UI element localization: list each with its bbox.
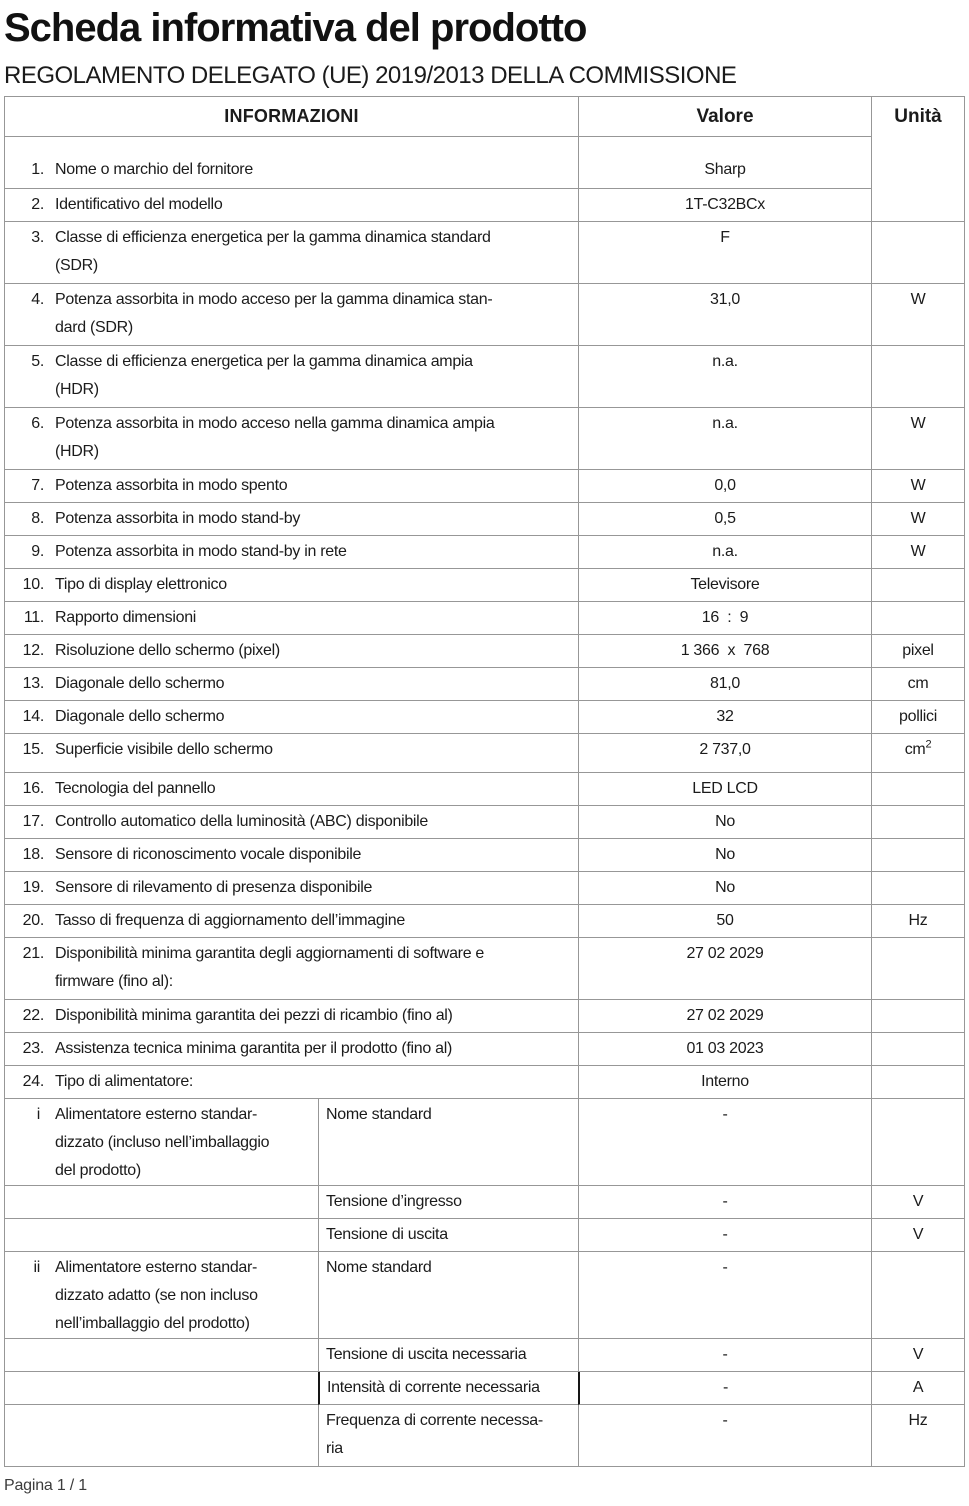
row-sub-label: Nome standard xyxy=(318,1252,578,1339)
row-value: 0,5 xyxy=(578,503,871,536)
row-number xyxy=(5,1219,51,1252)
row-label: Tasso di frequenza di aggiornamento dell’immagine xyxy=(51,905,578,938)
row-label: Assistenza tecnica minima garantita per il prodotto (fino al) xyxy=(51,1033,578,1066)
row-number: 16. xyxy=(5,773,51,806)
row-label: Tipo di display elettronico xyxy=(51,569,578,602)
row-unit: pollici xyxy=(871,701,964,734)
row-unit xyxy=(871,773,964,806)
row-label: Rapporto dimensioni xyxy=(51,602,578,635)
row-unit: A xyxy=(871,1372,964,1405)
row-value: 50 xyxy=(578,905,871,938)
table-row xyxy=(5,503,964,536)
row-unit: pixel xyxy=(871,635,964,668)
row-unit xyxy=(871,189,964,222)
row-value: 1T-C32BCx xyxy=(578,189,871,222)
row-value: n.a. xyxy=(578,346,871,408)
row-value: 27 02 2029 xyxy=(578,1000,871,1033)
row-number xyxy=(5,1372,51,1405)
row-label: Diagonale dello schermo xyxy=(51,701,578,734)
table-row xyxy=(5,938,964,1000)
row-value: - xyxy=(578,1405,871,1467)
page-title: Scheda informativa del prodotto xyxy=(4,6,587,50)
row-label: Diagonale dello schermo xyxy=(51,668,578,701)
row-number: 1. xyxy=(5,137,51,189)
row-number: 7. xyxy=(5,470,51,503)
table-row xyxy=(5,839,964,872)
row-unit: W xyxy=(871,503,964,536)
row-value: Sharp xyxy=(578,137,871,189)
row-number: 24. xyxy=(5,1066,51,1099)
row-number: ii xyxy=(5,1252,51,1339)
table-row xyxy=(5,1339,964,1372)
row-unit xyxy=(871,806,964,839)
row-value: No xyxy=(578,872,871,905)
table-row xyxy=(5,806,964,839)
row-value: n.a. xyxy=(578,536,871,569)
row-value: - xyxy=(578,1339,871,1372)
row-unit: Hz xyxy=(871,905,964,938)
row-unit xyxy=(871,1099,964,1186)
row-label: Classe di efficienza energetica per la gamma dinamica ampia (HDR) xyxy=(51,346,578,408)
table-row xyxy=(5,189,964,222)
row-sub-label: Tensione di uscita xyxy=(318,1219,578,1252)
row-number: 23. xyxy=(5,1033,51,1066)
row-number: 9. xyxy=(5,536,51,569)
row-unit: W xyxy=(871,408,964,470)
row-number: 13. xyxy=(5,668,51,701)
row-label: Sensore di rilevamento di presenza disponibile xyxy=(51,872,578,905)
row-number: 4. xyxy=(5,284,51,346)
row-label: Potenza assorbita in modo stand-by xyxy=(51,503,578,536)
row-unit: V xyxy=(871,1186,964,1219)
row-unit xyxy=(871,839,964,872)
row-number: 21. xyxy=(5,938,51,1000)
row-number: i xyxy=(5,1099,51,1186)
column-header-unita: Unità xyxy=(871,97,964,137)
row-value: No xyxy=(578,806,871,839)
table-row xyxy=(5,734,964,773)
row-number: 12. xyxy=(5,635,51,668)
column-header-valore: Valore xyxy=(578,97,871,137)
table-row xyxy=(5,1033,964,1066)
row-value: Televisore xyxy=(578,569,871,602)
row-unit xyxy=(871,1000,964,1033)
row-value: - xyxy=(578,1186,871,1219)
row-unit xyxy=(871,222,964,284)
row-value: - xyxy=(578,1219,871,1252)
row-unit xyxy=(871,602,964,635)
info-table xyxy=(4,96,965,1467)
table-row xyxy=(5,635,964,668)
row-label xyxy=(51,1186,318,1219)
row-unit xyxy=(871,346,964,408)
row-value: 0,0 xyxy=(578,470,871,503)
table-row xyxy=(5,284,964,346)
page-number: Pagina 1 / 1 xyxy=(4,1477,87,1494)
row-unit xyxy=(871,137,964,189)
row-value: 1 366 x 768 xyxy=(578,635,871,668)
row-unit xyxy=(871,1033,964,1066)
page-subtitle: REGOLAMENTO DELEGATO (UE) 2019/2013 DELLA COMMISSIONE xyxy=(4,62,737,89)
row-number: 15. xyxy=(5,734,51,773)
row-label xyxy=(51,1339,318,1372)
row-number: 5. xyxy=(5,346,51,408)
row-sub-label: Tensione d’ingresso xyxy=(318,1186,578,1219)
row-number: 20. xyxy=(5,905,51,938)
row-sub-label: Tensione di uscita necessaria xyxy=(318,1339,578,1372)
table-row xyxy=(5,346,964,408)
row-label: Tecnologia del pannello xyxy=(51,773,578,806)
row-unit xyxy=(871,1066,964,1099)
table-body xyxy=(5,137,964,1467)
row-label: Risoluzione dello schermo (pixel) xyxy=(51,635,578,668)
row-value: - xyxy=(578,1099,871,1186)
row-unit: W xyxy=(871,284,964,346)
row-sub-label: Nome standard xyxy=(318,1099,578,1186)
row-label xyxy=(51,1219,318,1252)
row-value: F xyxy=(578,222,871,284)
row-label: Potenza assorbita in modo stand-by in rete xyxy=(51,536,578,569)
row-unit xyxy=(871,938,964,1000)
table-row xyxy=(5,1405,964,1467)
row-label: Potenza assorbita in modo acceso nella gamma dinamica ampia (HDR) xyxy=(51,408,578,470)
row-label: Sensore di riconoscimento vocale disponibile xyxy=(51,839,578,872)
table-row xyxy=(5,222,964,284)
row-unit: W xyxy=(871,470,964,503)
row-label: Alimentatore esterno standar- dizzato (incluso nell’imballaggio del prodotto) xyxy=(51,1099,318,1186)
row-label: Superficie visibile dello schermo xyxy=(51,734,578,773)
row-number: 2. xyxy=(5,189,51,222)
table-row xyxy=(5,602,964,635)
row-number: 11. xyxy=(5,602,51,635)
table-row xyxy=(5,1099,964,1186)
row-value: LED LCD xyxy=(578,773,871,806)
row-sub-label: Frequenza di corrente necessa- ria xyxy=(318,1405,578,1467)
row-number: 3. xyxy=(5,222,51,284)
row-label: Tipo di alimentatore: xyxy=(51,1066,578,1099)
row-unit xyxy=(871,872,964,905)
row-label: Potenza assorbita in modo acceso per la gamma dinamica stan- dard (SDR) xyxy=(51,284,578,346)
table-row xyxy=(5,137,964,189)
row-unit: Hz xyxy=(871,1405,964,1467)
row-unit xyxy=(871,569,964,602)
row-value: - xyxy=(578,1252,871,1339)
table-row xyxy=(5,905,964,938)
row-value: 81,0 xyxy=(578,668,871,701)
table-row xyxy=(5,536,964,569)
row-label: Disponibilità minima garantita dei pezzi di ricambio (fino al) xyxy=(51,1000,578,1033)
row-number: 17. xyxy=(5,806,51,839)
row-label: Nome o marchio del fornitore xyxy=(51,137,578,189)
row-number: 22. xyxy=(5,1000,51,1033)
row-unit: W xyxy=(871,536,964,569)
row-value: 31,0 xyxy=(578,284,871,346)
table-row xyxy=(5,1219,964,1252)
product-fiche-document xyxy=(0,6,969,1495)
row-label: Potenza assorbita in modo spento xyxy=(51,470,578,503)
table-row xyxy=(5,872,964,905)
row-number: 19. xyxy=(5,872,51,905)
row-value: 27 02 2029 xyxy=(578,938,871,1000)
row-number xyxy=(5,1405,51,1467)
row-number: 14. xyxy=(5,701,51,734)
row-number: 8. xyxy=(5,503,51,536)
table-row xyxy=(5,1186,964,1219)
row-value: Interno xyxy=(578,1066,871,1099)
row-unit: cm xyxy=(871,668,964,701)
row-unit: V xyxy=(871,1219,964,1252)
row-value: 16 : 9 xyxy=(578,602,871,635)
row-unit xyxy=(871,1252,964,1339)
row-value: 01 03 2023 xyxy=(578,1033,871,1066)
table-row xyxy=(5,773,964,806)
row-number: 6. xyxy=(5,408,51,470)
row-label: Controllo automatico della luminosità (ABC) disponibile xyxy=(51,806,578,839)
row-label xyxy=(51,1405,318,1467)
table-row xyxy=(5,1252,964,1339)
row-sub-label: Intensità di corrente necessaria xyxy=(318,1372,578,1405)
row-number: 18. xyxy=(5,839,51,872)
row-number: 10. xyxy=(5,569,51,602)
table-row xyxy=(5,701,964,734)
row-label: Identificativo del modello xyxy=(51,189,578,222)
row-value: No xyxy=(578,839,871,872)
row-unit: V xyxy=(871,1339,964,1372)
row-value: 2 737,0 xyxy=(578,734,871,773)
row-number xyxy=(5,1186,51,1219)
row-label: Alimentatore esterno standar- dizzato adatto (se non incluso nell’imballaggio del prodotto) xyxy=(51,1252,318,1339)
row-number xyxy=(5,1339,51,1372)
table-row xyxy=(5,668,964,701)
table-row xyxy=(5,569,964,602)
table-row xyxy=(5,1372,964,1405)
table-row xyxy=(5,1000,964,1033)
row-label xyxy=(51,1372,318,1405)
row-label: Classe di efficienza energetica per la gamma dinamica standard (SDR) xyxy=(51,222,578,284)
row-unit: $cm^2$ xyxy=(871,734,964,773)
table-row xyxy=(5,408,964,470)
column-header-informazioni: INFORMAZIONI xyxy=(5,97,578,137)
table-header-row xyxy=(5,97,964,137)
row-value: n.a. xyxy=(578,408,871,470)
row-label: Disponibilità minima garantita degli aggiornamenti di software e firmware (fino al): xyxy=(51,938,578,1000)
row-value: 32 xyxy=(578,701,871,734)
table-row xyxy=(5,470,964,503)
row-value: - xyxy=(578,1372,871,1405)
table-row xyxy=(5,1066,964,1099)
